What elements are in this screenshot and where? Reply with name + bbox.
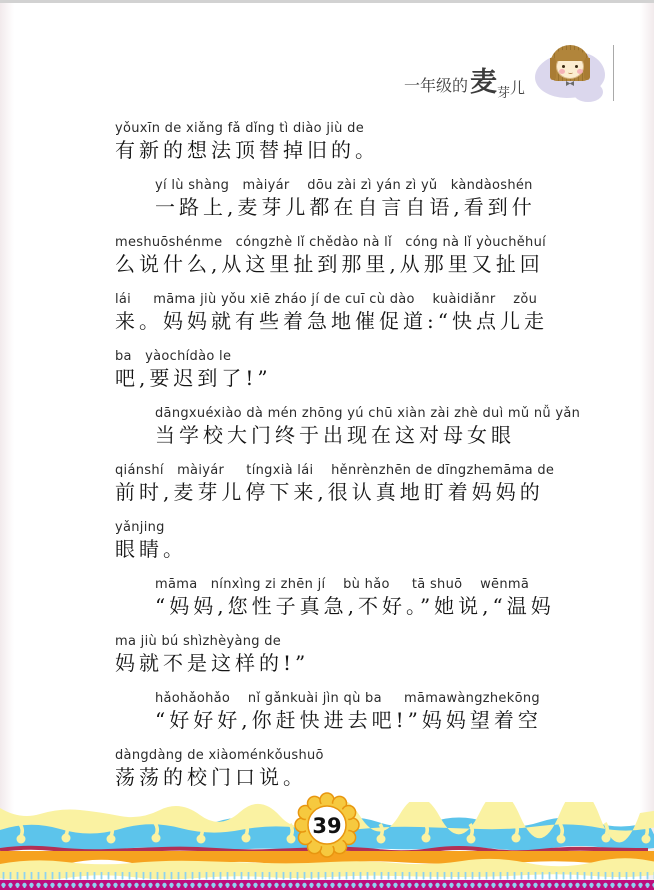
hanzi-text: 当学校大门终于出现在这对母女眼 [155, 423, 515, 447]
pinyin-text: māma nínxìng zi zhēn jí bù hǎo tā shuō wēnmā [155, 577, 530, 592]
hanzi-text: 一路上,麦芽儿都在自言自语,看到什 [155, 195, 536, 219]
hanzi-text: 前时,麦芽儿停下来,很认真地盯着妈妈的 [115, 480, 544, 504]
page-top-edge [0, 0, 654, 3]
header-divider-line [613, 45, 614, 101]
pinyin-text: yǒuxīn de xiǎng fǎ dǐng tì diào jiù de [115, 121, 365, 136]
series-title-emphasis: 麦 [469, 66, 497, 98]
pinyin-text: dāngxuéxiào dà mén zhōng yú chū xiàn zài zhè duì mǔ nǚ yǎn [155, 406, 581, 421]
page-header [404, 42, 614, 104]
girl-bangs [555, 50, 585, 61]
text-line [115, 405, 585, 449]
flower-badge-art [294, 792, 360, 858]
series-title [404, 60, 525, 101]
hanzi-text: 有新的想法顶替掉旧的。 [115, 138, 379, 162]
pinyin-text: qiánshí màiyár tíngxià lái hěnrènzhēn de dīngzhemāma de [115, 463, 555, 478]
girl-mouth [568, 71, 573, 74]
pinyin-text: ba yàochídào le [115, 349, 232, 364]
decorative-footer-border [0, 802, 654, 890]
hanzi-text: 来。妈妈就有些着急地催促道:“快点儿走 [115, 309, 548, 333]
girl-hair-strand-left [550, 58, 556, 80]
girl-blush-right [577, 69, 583, 74]
girl-hair-strand-right [584, 58, 590, 80]
page-number: 39 [312, 814, 342, 838]
hanzi-text: 么说什么,从这里扯到那里,从那里又扯回 [115, 252, 544, 276]
hanzi-text: “妈妈,您性子真急,不好。”她说,“温妈 [155, 594, 555, 618]
hanzi-text: 荡荡的校门口说。 [115, 765, 307, 789]
fringe-pattern [0, 872, 654, 888]
girl-mascot-illustration [535, 44, 605, 102]
text-line [115, 291, 585, 335]
pinyin-text: hǎohǎohǎo nǐ gǎnkuài jìn qù ba māmawàngzhekōng [155, 691, 540, 706]
text-line [115, 747, 585, 791]
text-line [115, 348, 585, 392]
text-line [115, 234, 585, 278]
series-title-sub: 芽 [496, 85, 510, 101]
text-line [115, 462, 585, 506]
text-line [115, 690, 585, 734]
mascot-cloud-background-small [573, 82, 603, 102]
hanzi-text: 妈就不是这样的!” [115, 651, 310, 675]
hanzi-text: “好好好,你赶快进去吧!”妈妈望着空 [155, 708, 542, 732]
pinyin-text: lái māma jiù yǒu xiē zháo jí de cuī cù dào kuàidiǎnr zǒu [115, 292, 538, 307]
series-title-tail: 儿 [509, 78, 525, 97]
pinyin-text: dàngdàng de xiàoménkǒushuō [115, 748, 324, 763]
hanzi-text: 眼睛。 [115, 537, 187, 561]
pinyin-text: ma jiù bú shìzhèyàng de [115, 634, 282, 649]
page-number-badge [294, 792, 360, 858]
story-text [115, 120, 585, 804]
girl-blush-left [559, 69, 565, 74]
series-title-prefix: 一年级的 [403, 75, 468, 95]
text-line [115, 519, 585, 563]
text-line [115, 177, 585, 221]
pinyin-text: meshuōshénme cóngzhè lǐ chědào nà lǐ cóng nà lǐ yòuchěhuí [115, 235, 547, 250]
girl-eye-right [575, 65, 578, 68]
text-line [115, 576, 585, 620]
girl-eye-left [562, 65, 565, 68]
pinyin-text: yí lù shàng màiyár dōu zài zì yán zì yǔ kàndàoshén [155, 178, 533, 193]
text-line [115, 633, 585, 677]
pinyin-text: yǎnjing [115, 520, 165, 535]
text-line [115, 120, 585, 164]
hanzi-text: 吧,要迟到了!” [115, 366, 272, 390]
